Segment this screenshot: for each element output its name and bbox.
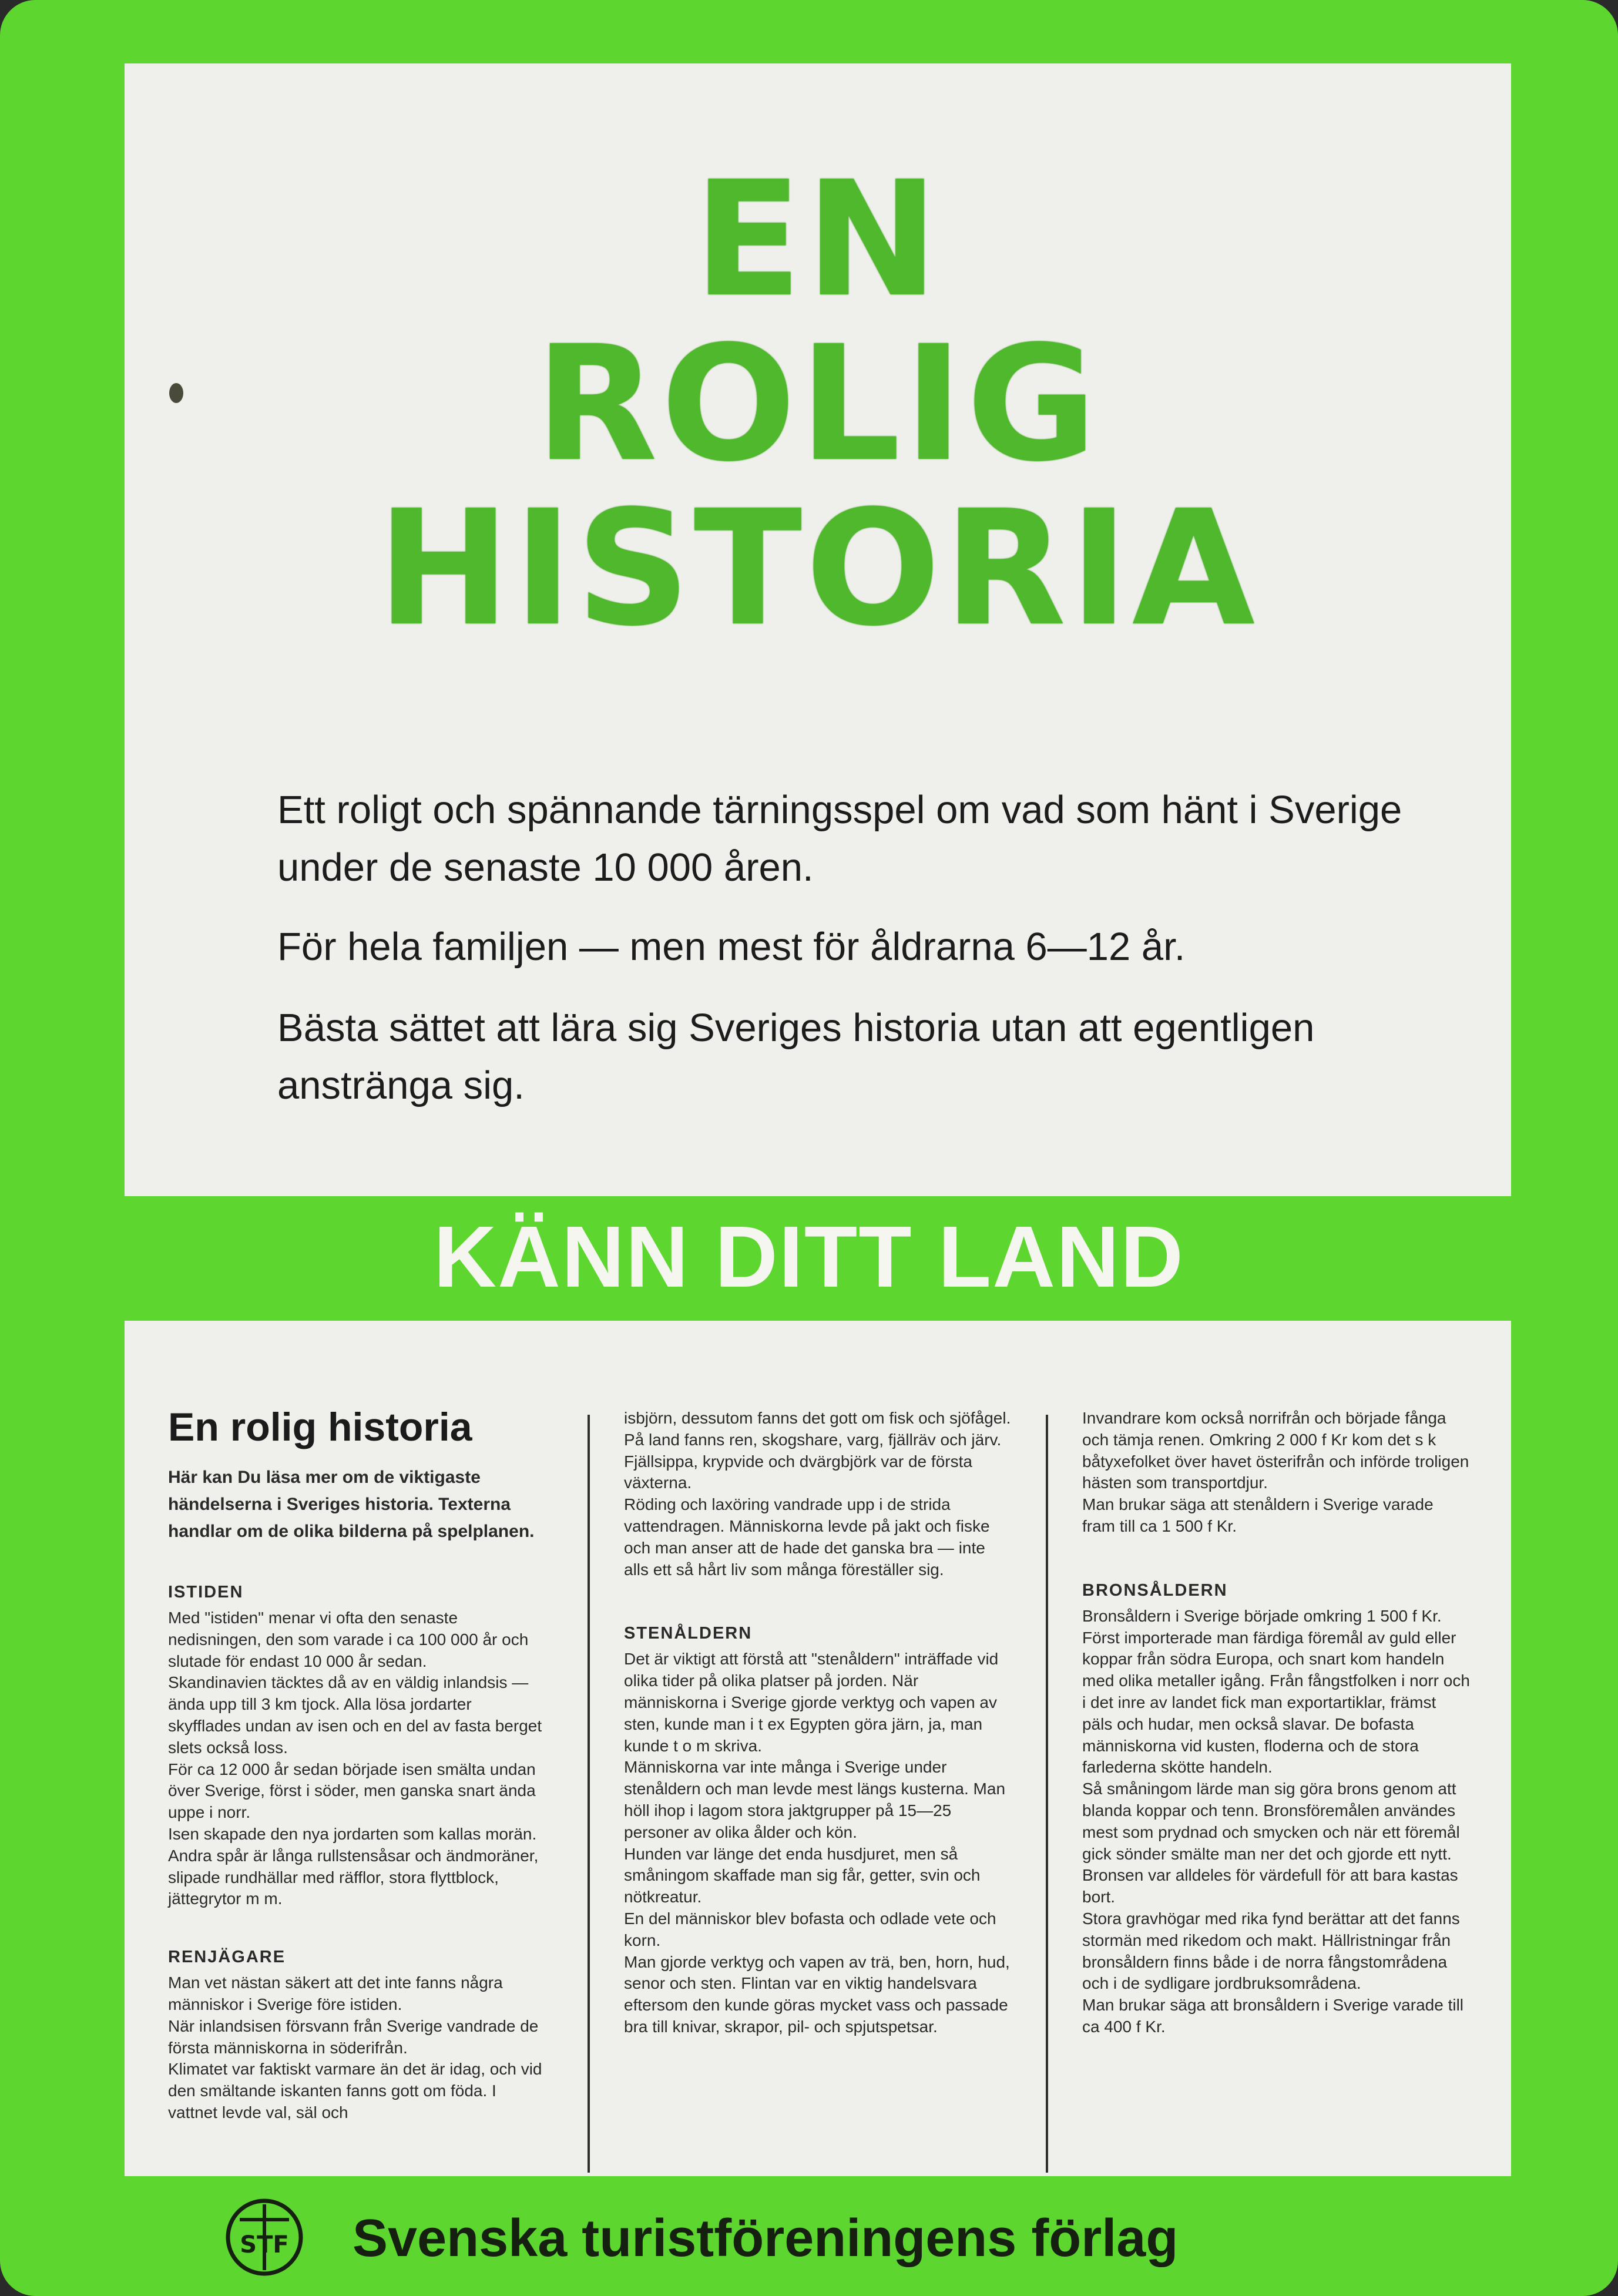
title-line-1: EN xyxy=(693,147,942,332)
info-lead: Här kan Du läsa mer om de viktigaste händelserna i Sveriges historia. Texterna handlar om de olika bilderna på spelplanen. xyxy=(168,1468,535,1541)
section-text-stenaldern-cont: Invandrare kom också norrifrån och började fånga och tämja renen. Omkring 2 000 f Kr kom det s k båtyxefolket över havet österifrån och införde troligen hästen som transportdjur. Man brukar säga att stenåldern i Sverige varade fram till ca 1 500 f Kr. xyxy=(1082,1409,1469,1535)
stf-logo-icon xyxy=(223,2196,306,2278)
title-line-2: ROLIG xyxy=(535,311,1100,496)
info-column-3 xyxy=(1082,1408,1470,2038)
column-divider xyxy=(588,1415,590,2173)
section-text-istiden: Med "istiden" menar vi ofta den senaste nedisningen, den som varade i ca 100 000 år och slutade för endast 10 000 år sedan. Skandinavien täcktes då av en väldig inlandsis — ända upp till 3 km tjock. Alla lösa jordarter skyfflades undan av isen och en del av fasta berget slets också loss. För ca 12 000 år sedan började isen smälta undan över Sverige, först i söder, men ganska snart ända uppe i norr. Isen skapade den nya jordarten som kallas morän. Andra spår är långa rullstensåsar och ändmoräner, slipade rundhällar med räfflor, stora flyttblock, jättegrytor m m. xyxy=(168,1609,542,1908)
slogan: KÄNN DITT LAND xyxy=(434,1209,1184,1305)
punch-hole-mark xyxy=(169,383,183,403)
publisher-name: Svenska turistföreningens förlag xyxy=(353,2209,1179,2268)
section-heading-stenaldern: STENÅLDERN xyxy=(624,1624,753,1643)
intro-paragraph-3: Bästa sättet att lära sig Sveriges historia utan att egentligen anstränga sig. xyxy=(277,1006,1315,1107)
info-title: En rolig historia xyxy=(168,1405,472,1449)
logo-text: STF xyxy=(240,2231,289,2258)
footer xyxy=(223,2196,1516,2278)
intro-paragraph-2: För hela familjen — men mest för åldrarna 6—12 år. xyxy=(277,925,1186,969)
section-text-stenaldern: Det är viktigt att förstå att "stenåldern" inträffade vid olika tider på olika platser på jorden. När människorna i Sverige gjorde verktyg och vapen av sten, kunde man i t ex Egypten göra järn, ja, man kunde t o m skriva. Människorna var inte många i Sverige under stenåldern och man levde mest längs kusterna. Man höll ihop i lagom stora jaktgrupper på 15—25 personer av olika ålder och kön. Hunden var länge det enda husdjuret, men så småningom skaffade man sig får, getter, svin och nötkreatur. En del människor blev bofasta och odlade vete och korn. Man gjorde verktyg och vapen av trä, ben, horn, hud, senor och sten. Flintan var en viktig handelsvara eftersom den kunde göras mycket vass och passade bra till knivar, skrapor, pil- och spjutspetsar. xyxy=(624,1650,1010,2036)
info-column-2 xyxy=(624,1408,1012,2038)
intro-paragraph-1: Ett roligt och spännande tärningsspel om vad som hänt i Sverige under de senaste 10 000 åren. xyxy=(277,788,1402,889)
info-column-1 xyxy=(168,1403,544,2124)
title-panel xyxy=(125,63,1511,1196)
section-heading-bronsaldern: BRONSÅLDERN xyxy=(1082,1580,1228,1600)
section-text-renjagare-cont: isbjörn, dessutom fanns det gott om fisk och sjöfågel. På land fanns ren, skogshare, varg, fjällräv och järv. Fjällsippa, krypvide och dvärgbjörk var de första växterna. Röding och laxöring vandrade upp i de strida vattendragen. Människorna levde på jakt och fiske och man anser att de hade det ganska bra — inte alls ett så hårt liv som många föreställer sig. xyxy=(624,1409,1011,1579)
info-panel xyxy=(125,1321,1511,2176)
section-heading-istiden: ISTIDEN xyxy=(168,1583,244,1602)
section-text-renjagare: Man vet nästan säkert att det inte fanns några människor i Sverige före istiden. När inlandsisen försvann från Sverige vandrade de första människorna in söderifrån. Klimatet var faktiskt varmare än det är idag, och vid den smältande iskanten fanns gott om föda. I vattnet levde val, säl och xyxy=(168,1973,542,2122)
section-text-bronsaldern: Bronsåldern i Sverige började omkring 1 500 f Kr. Först importerade man färdiga föremål av guld eller koppar från södra Europa, och snart kom handeln med olika metaller igång. Från fångstfolken i norr och i det inre av landet fick man exportartiklar, främst päls och hudar, men också slavar. De bofasta människorna vid kusten, floderna och de stora farlederna skötte handeln. Så småningom lärde man sig göra brons genom att blanda koppar och tenn. Bronsföremålen användes mest som prydnad och smycken och när ett föremål gick sönder smälte man ner det och gjorde ett nytt. Bronsen var alldeles för värdefull för att bara kastas bort. Stora gravhögar med rika fynd berättar att det fanns stormän med rikedom och makt. Hällristningar från bronsåldern finns både i de norra fångstområdena och i de sydligare jordbruksområdena. Man brukar säga att bronsåldern i Sverige varade till ca 400 f Kr. xyxy=(1082,1606,1470,2036)
title-line-3: HISTORIA xyxy=(377,476,1258,661)
column-divider xyxy=(1046,1415,1048,2173)
section-heading-renjagare: RENJÄGARE xyxy=(168,1948,286,1967)
